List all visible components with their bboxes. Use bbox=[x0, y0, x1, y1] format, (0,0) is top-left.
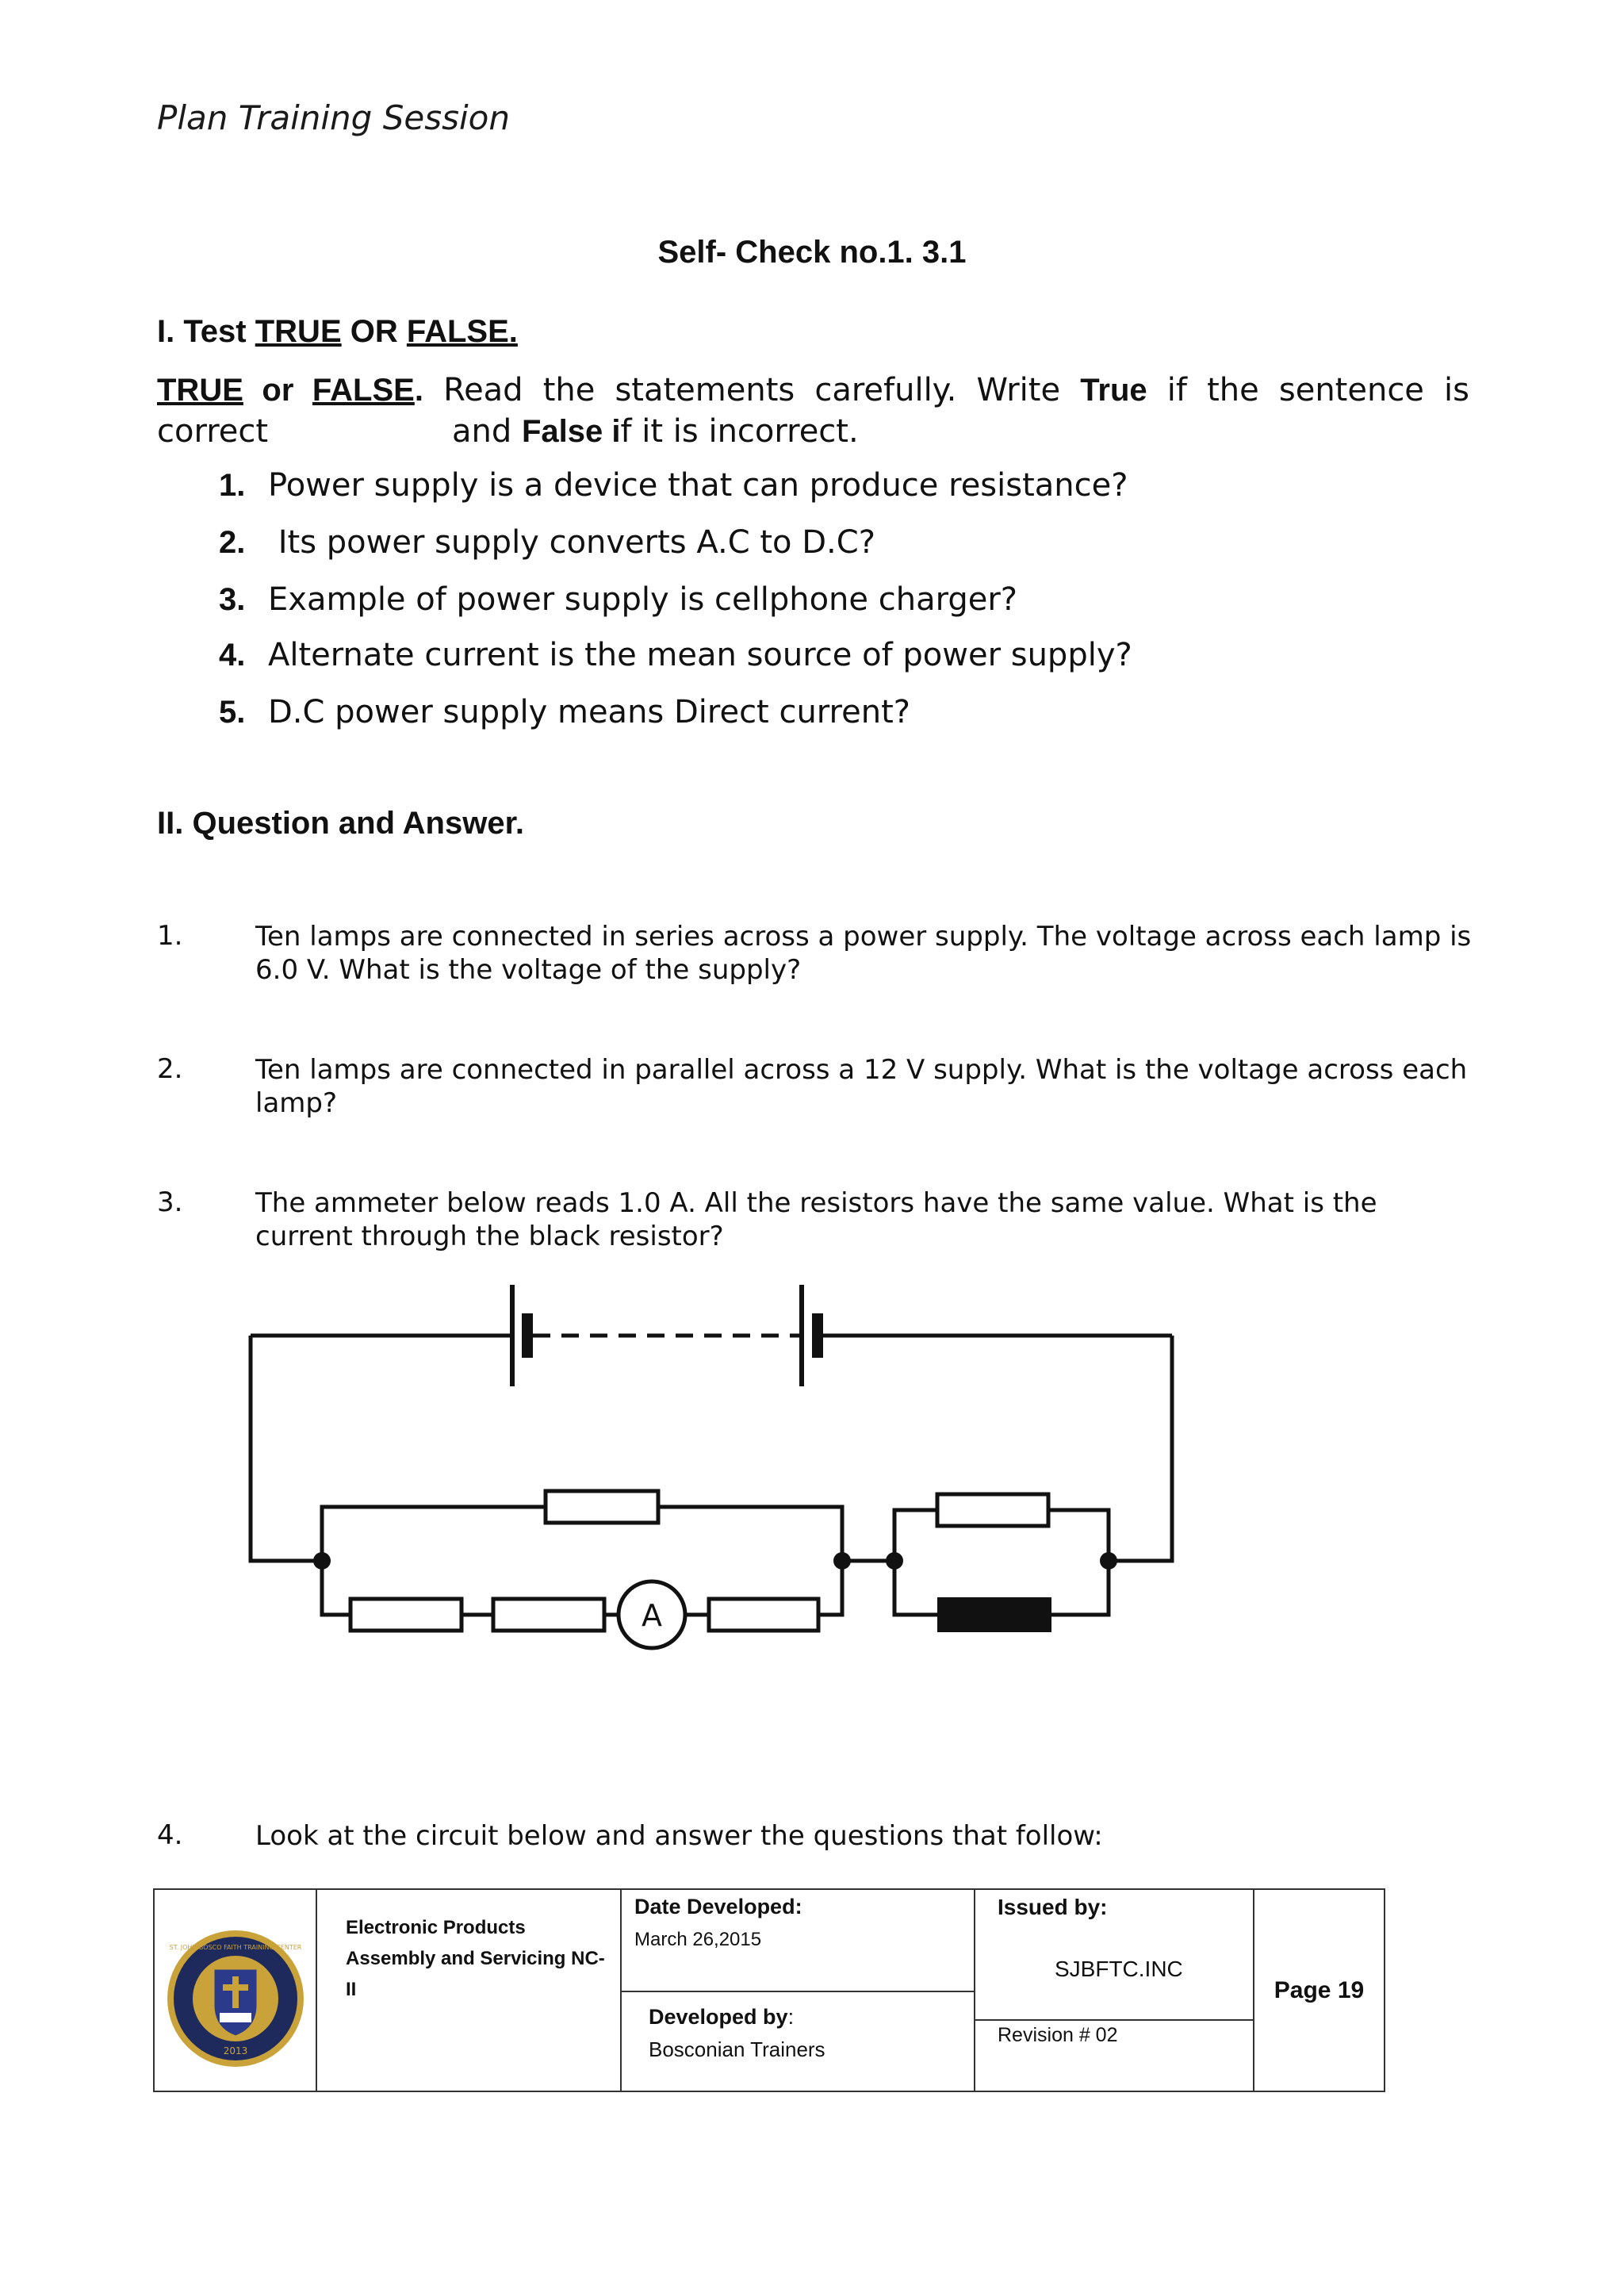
wire bbox=[894, 1561, 937, 1615]
logo-cell bbox=[154, 1889, 316, 2091]
instr-text-a: Read the statements carefully. Write bbox=[423, 372, 1081, 408]
ammeter-circle bbox=[619, 1581, 685, 1648]
developed-label: Developed by bbox=[649, 2005, 788, 2029]
instr-bold-true: True bbox=[1080, 373, 1147, 408]
question-number: 4. bbox=[157, 1819, 183, 1851]
junction-dot bbox=[886, 1552, 903, 1570]
tf-item-number: 1. bbox=[219, 468, 246, 503]
developed-colon: : bbox=[787, 2005, 795, 2029]
tf-item-text: Power supply is a device that can produce resistance? bbox=[268, 467, 1128, 504]
seal-year: 2013 bbox=[223, 2045, 247, 2056]
page-header-title: Plan Training Session bbox=[157, 98, 510, 137]
wire bbox=[322, 1561, 350, 1615]
question-number: 1. bbox=[157, 920, 183, 952]
question-number: 3. bbox=[157, 1186, 183, 1218]
tf-item bbox=[219, 522, 875, 563]
junction-dot bbox=[833, 1552, 851, 1570]
tf-item-text: Its power supply converts A.C to D.C? bbox=[268, 524, 875, 561]
document-footer bbox=[153, 1888, 1385, 2092]
tf-item-number: 2. bbox=[219, 525, 246, 560]
black-resistor bbox=[937, 1597, 1051, 1632]
date-cell bbox=[621, 1889, 975, 1991]
resistor bbox=[937, 1494, 1048, 1526]
resistor bbox=[350, 1599, 462, 1631]
instr-true-word: TRUE bbox=[157, 373, 243, 408]
battery-long-plate bbox=[510, 1285, 515, 1386]
course-line: II bbox=[346, 1979, 357, 2000]
course-line: Assembly and Servicing NC- bbox=[346, 1948, 605, 1969]
section1-true-word: TRUE bbox=[255, 314, 342, 349]
battery-short-plate bbox=[522, 1313, 533, 1358]
wire bbox=[1048, 1510, 1109, 1561]
instr-period: . bbox=[414, 373, 423, 408]
junction-dot bbox=[1100, 1552, 1117, 1570]
battery-short-plate bbox=[812, 1313, 823, 1358]
course-line: Electronic Products bbox=[346, 1917, 526, 1938]
course-cell bbox=[316, 1889, 621, 2091]
tf-item-text: Example of power supply is cellphone charger? bbox=[268, 581, 1017, 618]
revision-cell bbox=[975, 2020, 1254, 2091]
wire bbox=[658, 1507, 842, 1561]
section1-or-word: OR bbox=[341, 314, 407, 349]
seal-cross-vertical bbox=[232, 1976, 239, 2008]
page-number: Page 19 bbox=[1274, 1976, 1365, 2003]
wire bbox=[251, 1336, 322, 1561]
tf-item bbox=[219, 634, 1132, 676]
date-label: Date Developed: bbox=[634, 1895, 802, 1918]
instr-or-word: or bbox=[243, 373, 312, 408]
ammeter-label: A bbox=[642, 1598, 662, 1633]
wire bbox=[894, 1510, 937, 1561]
developed-cell bbox=[621, 1991, 975, 2091]
tf-item-number: 5. bbox=[219, 695, 246, 730]
wire bbox=[322, 1507, 546, 1561]
instr-bold-false: False i bbox=[521, 414, 621, 449]
question-text: Ten lamps are connected in series across a power supply. The voltage across each lamp is 6.0 V. What is the voltage of the supply? bbox=[255, 921, 1472, 986]
self-check-title-text: Self- Check no.1. 3.1 bbox=[657, 235, 967, 270]
issued-value: SJBFTC.INC bbox=[1055, 1957, 1183, 1981]
junction-dot bbox=[313, 1552, 331, 1570]
section1-heading bbox=[157, 314, 518, 350]
question-number: 2. bbox=[157, 1053, 183, 1085]
instr-text-b: if the sentence is correct bbox=[157, 372, 1469, 450]
question-text: The ammeter below reads 1.0 A. All the resistors have the same value. What is the current through the black resistor? bbox=[255, 1187, 1377, 1252]
section2-heading: II. Question and Answer. bbox=[157, 806, 525, 841]
school-seal-logo bbox=[164, 1927, 307, 2070]
section1-false-word: FALSE. bbox=[406, 314, 518, 349]
tf-item-text: Alternate current is the mean source of power supply? bbox=[268, 637, 1132, 673]
resistor bbox=[493, 1599, 604, 1631]
developed-value: Bosconian Trainers bbox=[649, 2037, 825, 2061]
tf-item bbox=[219, 579, 1017, 620]
seal-ring-text: ST. JOHN BOSCO FAITH TRAINING CENTER bbox=[169, 1943, 301, 1951]
section1-instruction-line2 bbox=[452, 411, 859, 452]
question-text: Look at the circuit below and answer the questions that follow: bbox=[255, 1820, 1103, 1852]
date-value: March 26,2015 bbox=[634, 1929, 762, 1950]
tf-item-number: 4. bbox=[219, 638, 246, 673]
issued-label: Issued by: bbox=[998, 1895, 1108, 1919]
issued-cell bbox=[975, 1889, 1254, 2020]
tf-item bbox=[219, 692, 910, 733]
wire bbox=[818, 1561, 842, 1615]
wire bbox=[1051, 1561, 1109, 1615]
tf-item-number: 3. bbox=[219, 582, 246, 617]
page-cell bbox=[1254, 1889, 1385, 2091]
tf-item-text: D.C power supply means Direct current? bbox=[268, 694, 910, 730]
resistor bbox=[546, 1491, 658, 1523]
revision-text: Revision # 02 bbox=[998, 2024, 1118, 2046]
seal-book bbox=[220, 2013, 251, 2022]
tf-item bbox=[219, 465, 1128, 506]
wire bbox=[1109, 1336, 1172, 1561]
instr-line2-b: f it is incorrect. bbox=[620, 413, 859, 450]
resistor bbox=[709, 1599, 818, 1631]
developed-label-line bbox=[649, 2005, 974, 2030]
instr-false-word: FALSE bbox=[312, 373, 415, 408]
section1-prefix: I. Test bbox=[157, 314, 255, 349]
seal-cross-horizontal bbox=[223, 1984, 248, 1991]
question-text: Ten lamps are connected in parallel across a 12 V supply. What is the voltage across each lamp? bbox=[255, 1054, 1468, 1119]
battery-long-plate bbox=[799, 1285, 804, 1386]
self-check-title bbox=[0, 235, 1624, 270]
instr-line2-a: and bbox=[452, 413, 522, 450]
course-title bbox=[346, 1912, 620, 2005]
